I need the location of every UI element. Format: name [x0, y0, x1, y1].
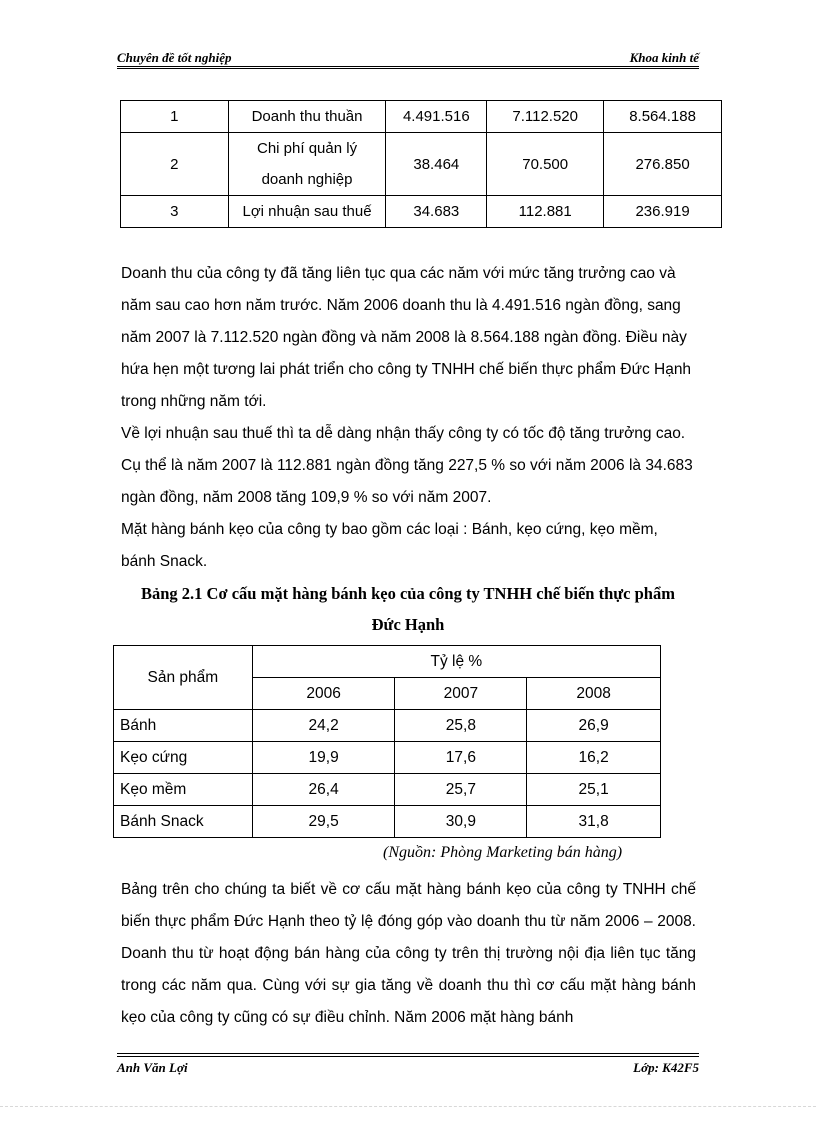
row-number: 3 — [121, 196, 229, 228]
table-caption-company: Đức Hạnh — [371, 615, 445, 634]
table-source-note: (Nguồn: Phòng Marketing bán hàng) — [383, 844, 623, 861]
column-header-year: 2007 — [395, 678, 527, 710]
table-row — [121, 133, 722, 196]
page-boundary — [0, 1106, 816, 1107]
value-cell: 26,9 — [527, 710, 661, 742]
table-row — [121, 196, 722, 228]
paragraph-profit: Về lợi nhuận sau thuế thì ta dễ dàng nhận thấy công ty có tốc độ tăng trưởng cao. Cụ thể là năm 2007 là 112.881 ngàn đồng tăng 227,5 % so với năm 2006 là 34.683 ngàn đồng, năm 2008 tăng 109,9 % so với năm 2007. — [121, 425, 693, 506]
column-header-ratio: Tỷ lệ % — [252, 646, 660, 678]
product-mix-table — [113, 645, 661, 838]
value-cell: 24,2 — [252, 710, 395, 742]
page-header — [117, 50, 699, 66]
value-cell: 4.491.516 — [386, 101, 487, 133]
table-row — [114, 710, 661, 742]
value-cell: 25,1 — [527, 774, 661, 806]
column-header-product: Sản phẩm — [114, 646, 253, 710]
row-label — [228, 133, 386, 196]
table-row — [114, 806, 661, 838]
footer-class: Lớp: K42F5 — [633, 1060, 699, 1075]
header-divider — [117, 66, 699, 67]
value-cell: 7.112.520 — [487, 101, 604, 133]
value-cell: 38.464 — [386, 133, 487, 196]
value-cell: 31,8 — [527, 806, 661, 838]
header-divider-double — [117, 68, 699, 69]
row-label: Doanh thu thuần — [228, 101, 386, 133]
footer-divider-double — [117, 1056, 699, 1057]
footer-author: Anh Văn Lợi — [117, 1060, 188, 1075]
row-label-line: doanh nghiệp — [261, 171, 353, 188]
table-header-row — [114, 646, 661, 678]
column-header-year: 2008 — [527, 678, 661, 710]
row-number: 1 — [121, 101, 229, 133]
table-caption: Bảng 2.1 Cơ cấu mặt hàng bánh kẹo của công ty TNHH chế biến thực phẩm — [141, 584, 675, 603]
product-name: Kẹo cứng — [114, 742, 253, 774]
product-name: Kẹo mềm — [114, 774, 253, 806]
value-cell: 25,8 — [395, 710, 527, 742]
paragraph-revenue: Doanh thu của công ty đã tăng liên tục qua các năm với mức tăng trưởng cao và năm sau cao hơn năm trước. Năm 2006 doanh thu là 4.491.516 ngàn đồng, sang năm 2007 là 7.112.520 ngàn đồng và năm 2008 là 8.564.188 ngàn đồng. Điều này hứa hẹn một tương lai phát triển cho công ty TNHH chế biến thực phẩm Đức Hạnh trong những năm tới. — [121, 265, 692, 410]
value-cell: 34.683 — [386, 196, 487, 228]
value-cell: 236.919 — [604, 196, 722, 228]
value-cell: 276.850 — [604, 133, 722, 196]
value-cell: 112.881 — [487, 196, 604, 228]
row-label-line: Chi phí quản lý — [257, 140, 358, 157]
value-cell: 70.500 — [487, 133, 604, 196]
row-number: 2 — [121, 133, 229, 196]
value-cell: 25,7 — [395, 774, 527, 806]
value-cell: 29,5 — [252, 806, 395, 838]
table-row — [121, 101, 722, 133]
column-header-year: 2006 — [252, 678, 395, 710]
value-cell: 16,2 — [527, 742, 661, 774]
header-department: Khoa kinh tế — [629, 50, 699, 65]
value-cell: 19,9 — [252, 742, 395, 774]
value-cell: 30,9 — [395, 806, 527, 838]
paragraph-products: Mặt hàng bánh kẹo của công ty bao gồm các loại : Bánh, kẹo cứng, kẹo mềm, bánh Snack. — [121, 521, 658, 570]
value-cell: 26,4 — [252, 774, 395, 806]
page-footer — [117, 1060, 699, 1076]
footer-divider — [117, 1053, 699, 1054]
table-row — [114, 742, 661, 774]
header-title: Chuyên đề tốt nghiệp — [117, 50, 232, 65]
financial-results-table — [120, 100, 722, 228]
table-row — [114, 774, 661, 806]
paragraph-product-mix: Bảng trên cho chúng ta biết về cơ cấu mặt hàng bánh kẹo của công ty TNHH chế biến thực phẩm Đức Hạnh theo tỷ lệ đóng góp vào doanh thu từ năm 2006 – 2008. Doanh thu từ hoạt động bán hàng của công ty trên thị trường nội địa liên tục tăng trong các năm qua. Cùng với sự gia tăng về doanh thu thì cơ cấu mặt hàng bánh kẹo của công ty cũng có sự điều chỉnh. Năm 2006 mặt hàng bánh — [121, 881, 696, 1026]
value-cell: 17,6 — [395, 742, 527, 774]
product-name: Bánh Snack — [114, 806, 253, 838]
product-name: Bánh — [114, 710, 253, 742]
row-label: Lợi nhuận sau thuế — [228, 196, 386, 228]
value-cell: 8.564.188 — [604, 101, 722, 133]
